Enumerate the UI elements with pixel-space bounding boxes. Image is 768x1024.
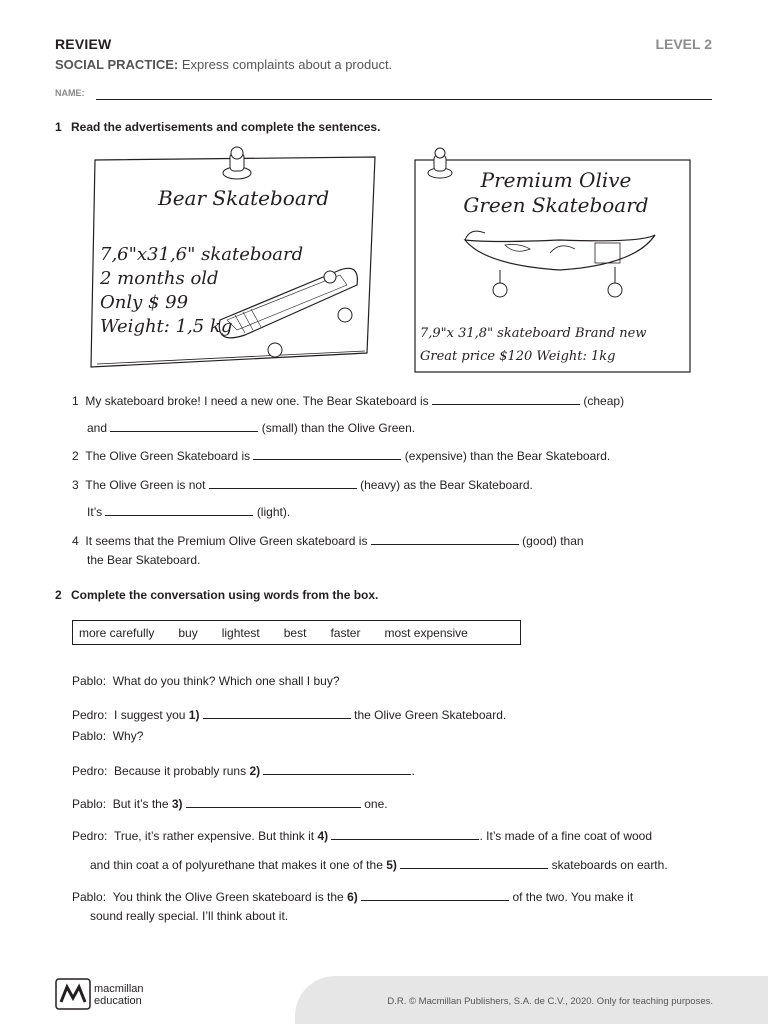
- exercise-item-1-cont: [87, 420, 415, 435]
- item-text: My skateboard broke! I need a new one. The Bear Skateboard is: [85, 394, 429, 408]
- ad2-title-line: Green Skateboard: [463, 193, 649, 217]
- line-text: But it’s the: [112, 797, 169, 811]
- line-text: Because it probably runs: [114, 764, 247, 778]
- name-label: NAME:: [55, 88, 85, 98]
- conversation-line: [72, 674, 340, 688]
- item-hint: (expensive) than the Bear Skateboard.: [404, 449, 611, 463]
- speaker-label: Pablo:: [72, 674, 107, 688]
- blank-number: 1): [188, 708, 200, 722]
- answer-blank[interactable]: [186, 796, 361, 808]
- line-text: True, it’s rather expensive. But think it: [114, 829, 315, 843]
- ad1-details: [100, 243, 303, 339]
- exercise-item-4-cont: the Bear Skateboard.: [87, 553, 201, 567]
- blank-number: 2): [249, 764, 261, 778]
- exercise-item-1: [72, 393, 624, 408]
- line-text: one.: [364, 797, 388, 811]
- conversation-line: [72, 763, 415, 778]
- blank-number: 3): [171, 797, 183, 811]
- section-instruction: Read the advertisements and complete the sentences.: [71, 120, 381, 134]
- word-box-item: lightest: [221, 625, 260, 640]
- speaker-label: Pablo:: [72, 729, 107, 743]
- conversation-line: sound really special. I’ll think about it.: [90, 909, 289, 923]
- level-label: LEVEL 2: [655, 36, 712, 52]
- item-hint: (light).: [256, 505, 291, 519]
- section-number: 1: [55, 120, 62, 134]
- item-number: 4: [72, 534, 79, 548]
- line-text: What do you think? Which one shall I buy?: [112, 674, 340, 688]
- answer-blank[interactable]: [361, 889, 509, 901]
- item-number: 3: [72, 478, 79, 492]
- ad1-detail: Only $ 99: [100, 292, 189, 313]
- speaker-label: Pedro:: [72, 829, 108, 843]
- word-box-item: faster: [330, 625, 361, 640]
- line-text: and thin coat a of polyurethane that makes it one of the: [90, 858, 383, 872]
- answer-blank[interactable]: [331, 828, 479, 840]
- line-text: skateboards on earth.: [551, 858, 668, 872]
- line-text: You think the Olive Green skateboard is the: [112, 890, 344, 904]
- item-text: It seems that the Premium Olive Green skateboard is: [85, 534, 368, 548]
- ad2-detail: 7,9"x 31,8" skateboard Brand new: [420, 326, 647, 341]
- line-text: Why?: [112, 729, 144, 743]
- item-text: and: [87, 421, 108, 435]
- ad2-title: [426, 168, 686, 218]
- line-text: . It’s made of a fine coat of wood: [479, 829, 653, 843]
- macmillan-logo: [94, 983, 144, 1007]
- item-hint: (small) than the Olive Green.: [261, 421, 416, 435]
- ad2-detail: Great price $120 Weight: 1kg: [420, 349, 616, 364]
- answer-blank[interactable]: [110, 420, 258, 432]
- answer-blank[interactable]: [203, 707, 351, 719]
- speaker-label: Pablo:: [72, 890, 107, 904]
- conversation-line: [72, 889, 633, 904]
- speaker-label: Pablo:: [72, 797, 107, 811]
- item-hint: (heavy) as the Bear Skateboard.: [360, 478, 533, 492]
- exercise-item-3-cont: [87, 504, 290, 519]
- line-text: .: [411, 764, 415, 778]
- conversation-line: [72, 729, 143, 743]
- section-number: 2: [55, 588, 62, 602]
- item-hint: (good) than: [522, 534, 584, 548]
- name-field[interactable]: [96, 99, 712, 100]
- exercise-item-2: [72, 448, 610, 463]
- word-box-item: buy: [178, 625, 198, 640]
- macmillan-logo-icon: [55, 978, 91, 1010]
- conversation-line: [72, 707, 506, 722]
- item-number: 2: [72, 449, 79, 463]
- logo-line: macmillan: [94, 983, 144, 995]
- ad1-detail: Weight: 1,5 kg: [100, 316, 233, 337]
- word-box-item: more carefully: [79, 625, 155, 640]
- social-practice-label: SOCIAL PRACTICE:: [55, 57, 179, 72]
- ad2-title-line: Premium Olive: [480, 168, 632, 192]
- item-text: It’s: [87, 505, 103, 519]
- social-practice-text: Express complaints about a product.: [181, 57, 393, 72]
- ad1-detail: 2 months old: [100, 268, 219, 289]
- exercise-item-4: [72, 533, 584, 548]
- answer-blank[interactable]: [253, 448, 401, 460]
- answer-blank[interactable]: [263, 763, 411, 775]
- answer-blank[interactable]: [209, 477, 357, 489]
- speaker-label: Pedro:: [72, 764, 108, 778]
- section-instruction: Complete the conversation using words from the box.: [71, 588, 379, 602]
- section-1-heading: [55, 120, 380, 134]
- word-box-item: best: [283, 625, 307, 640]
- answer-blank[interactable]: [400, 857, 548, 869]
- conversation-line: [90, 857, 668, 872]
- answer-blank[interactable]: [432, 393, 580, 405]
- line-text: of the two. You make it: [512, 890, 634, 904]
- word-box: [72, 620, 521, 645]
- item-text: The Olive Green is not: [85, 478, 206, 492]
- line-text: the Olive Green Skateboard.: [354, 708, 507, 722]
- blank-number: 4): [317, 829, 329, 843]
- item-hint: (cheap): [583, 394, 625, 408]
- ad1-title: Bear Skateboard: [158, 186, 330, 210]
- answer-blank[interactable]: [105, 504, 253, 516]
- blank-number: 5): [386, 858, 397, 872]
- speaker-label: Pedro:: [72, 708, 108, 722]
- answer-blank[interactable]: [371, 533, 519, 545]
- exercise-item-3: [72, 477, 533, 492]
- line-text: I suggest you: [114, 708, 186, 722]
- conversation-line: [72, 828, 652, 843]
- ad1-detail: 7,6"x31,6" skateboard: [100, 244, 304, 265]
- item-number: 1: [72, 394, 79, 408]
- page-title: REVIEW: [55, 36, 112, 52]
- logo-line: education: [94, 995, 142, 1007]
- word-box-item: most expensive: [384, 625, 468, 640]
- ad2-details: [420, 322, 647, 368]
- conversation-line: [72, 796, 388, 811]
- social-practice: [55, 57, 392, 72]
- item-text: The Olive Green Skateboard is: [85, 449, 251, 463]
- copyright-text: D.R. © Macmillan Publishers, S.A. de C.V., 2020. Only for teaching purposes.: [387, 996, 713, 1007]
- blank-number: 6): [347, 890, 358, 904]
- section-2-heading: [55, 588, 378, 602]
